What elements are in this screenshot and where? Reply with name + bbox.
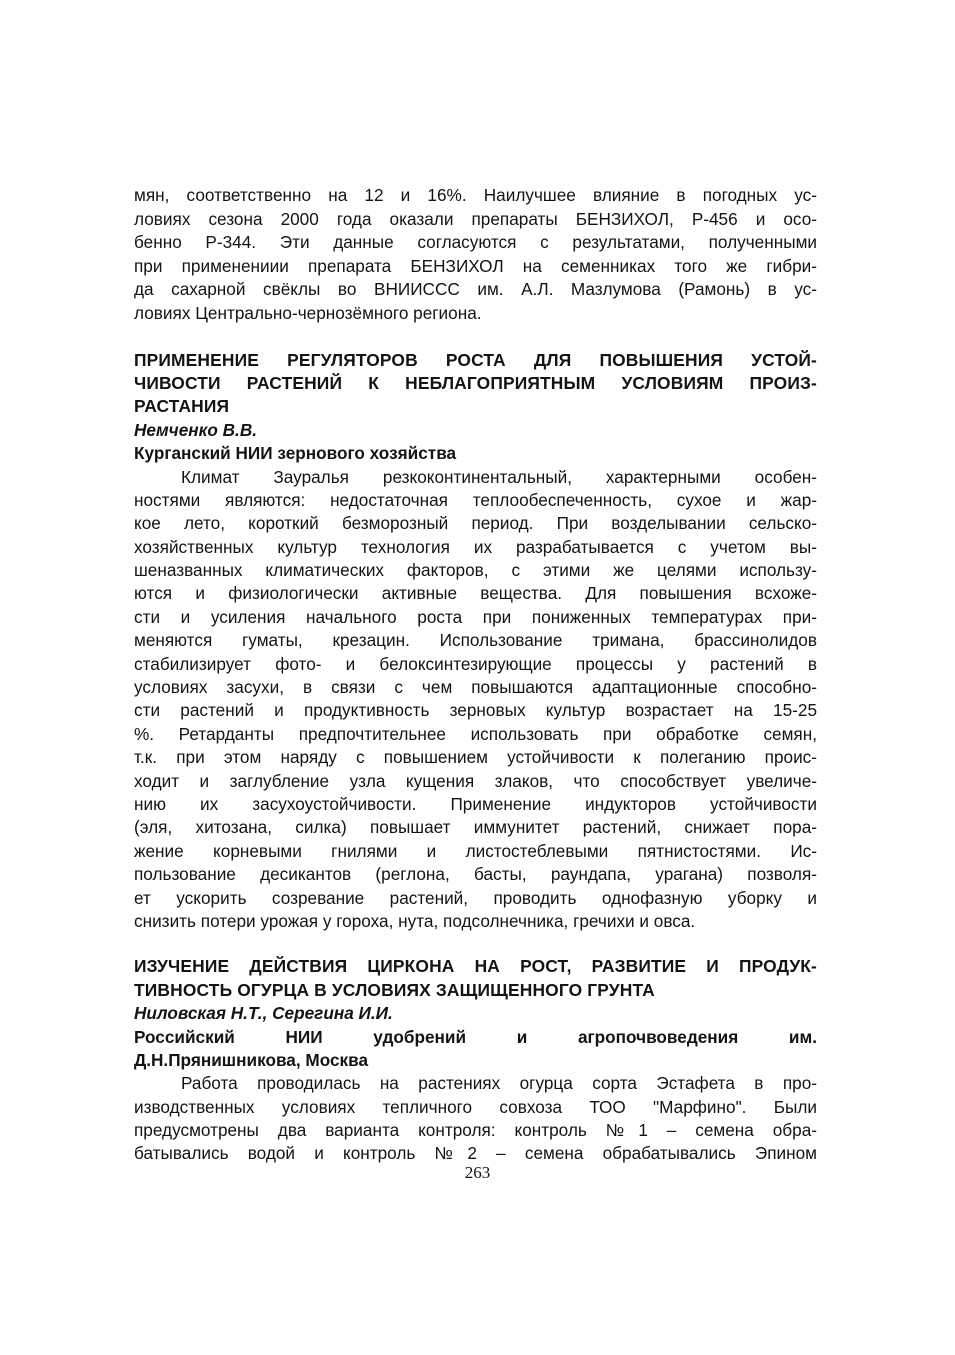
text-line: Климат Зауралья резкоконтинентальный, характерными особен- [181, 466, 817, 487]
title-line: ИЗУЧЕНИЕ ДЕЙСТВИЯ ЦИРКОНА НА РОСТ, РАЗВИТИЕ И ПРОДУК- [134, 956, 817, 977]
text-line: ходит и заглубление узла кущения злаков, что способствует увеличе- [134, 770, 817, 791]
text-line: мян, соответственно на 12 и 16%. Наилучшее влияние в погодных ус- [134, 185, 817, 205]
page-number: 263 [464, 1163, 491, 1182]
article-affiliation: Курганский НИИ зернового хозяйства [134, 443, 457, 464]
text-line: хозяйственных культур технология их разрабатывается с учетом вы- [134, 536, 817, 557]
text-line: стабилизирует фото- и белоксинтезирующие процессы у растений в [134, 653, 817, 674]
article-affiliation: Российский НИИ удобрений и агропочвоведения им. [134, 1026, 817, 1047]
text-line: нию их засухоустойчивости. Применение индукторов устойчивости [134, 793, 817, 814]
title-line: ЧИВОСТИ РАСТЕНИЙ К НЕБЛАГОПРИЯТНЫМ УСЛОВИЯМ ПРОИЗ- [134, 372, 817, 393]
text-line: жение корневыми гнилями и листостеблевыми пятнистостями. Ис- [134, 840, 817, 861]
title-line: ПРИМЕНЕНИЕ РЕГУЛЯТОРОВ РОСТА ДЛЯ ПОВЫШЕНИЯ УСТОЙ- [134, 349, 817, 370]
article-body [134, 1072, 817, 1166]
text-line: т.к. при этом наряду с повышением устойчивости к полеганию проис- [134, 747, 817, 768]
text-line: батывались водой и контроль №2 – семена обрабатывались Эпином [134, 1143, 817, 1164]
text-line: кое лето, короткий безморозный период. При возделывании сельско- [134, 513, 817, 534]
text-line: предусмотрены два варианта контроля: контроль №1 – семена обра- [134, 1120, 817, 1141]
text-column [134, 184, 817, 1166]
article-body [134, 466, 817, 934]
text-line: (эля, хитозана, силка) повышает иммунитет растений, снижает пора- [134, 817, 817, 838]
text-line: условиях засухи, в связи с чем повышаются адаптационные способно- [134, 677, 817, 698]
text-line: да сахарной свёклы во ВНИИССС им. А.Л. Мазлумова (Рамонь) в ус- [134, 279, 817, 300]
article-title [134, 349, 817, 419]
text-line: при применениии препарата БЕНЗИХОЛ на семенниках того же гибри- [134, 255, 817, 276]
text-line: ет ускорить созревание растений, проводить однофазную уборку и [134, 887, 817, 908]
text-line: шеназванных климатических факторов, с этими же целями использу- [134, 560, 817, 581]
section-gap [134, 326, 817, 349]
article-author: Ниловская Н.Т., Серегина И.И. [134, 1003, 393, 1024]
text-line: пользование десикантов (реглона, басты, раундапа, урагана) позволя- [134, 864, 817, 885]
text-line: снизить потери урожая у гороха, нута, подсолнечника, гречихи и овса. [134, 910, 696, 931]
article-author: Немченко В.В. [134, 419, 258, 440]
text-line: бенно Р-344. Эти данные согласуются с результатами, полученными [134, 232, 817, 253]
text-line: ловиях сезона 2000 года оказали препараты БЕНЗИХОЛ, Р-456 и осо- [134, 208, 817, 229]
text-line: сти растений и продуктивность зерновых культур возрастает на 15-25 [134, 700, 817, 721]
article-title [134, 955, 817, 1002]
title-line: РАСТАНИЯ [134, 396, 230, 417]
text-line: ностями являются: недостаточная теплообеспеченность, сухое и жар- [134, 489, 817, 510]
text-line: ются и физиологически активные вещества. Для повышения всхоже- [134, 583, 817, 604]
text-line: сти и усиления начального роста при пониженных температурах при- [134, 606, 817, 627]
title-line: ТИВНОСТЬ ОГУРЦА В УСЛОВИЯХ ЗАЩИЩЕННОГО ГРУНТА [134, 979, 655, 1000]
text-line: Работа проводилась на растениях огурца сорта Эстафета в про- [181, 1073, 817, 1094]
article-section [134, 349, 817, 934]
article-section [134, 955, 817, 1166]
text-line: изводственных условиях тепличного совхоза ТОО "Марфино". Были [134, 1096, 817, 1117]
section-gap [134, 933, 817, 955]
text-line: %. Ретарданты предпочтительнее использовать при обработке семян, [134, 723, 817, 744]
text-line: ловиях Центрально-чернозёмного региона. [134, 302, 482, 323]
text-line: меняются гуматы, крезацин. Использование тримана, брассинолидов [134, 630, 817, 651]
article-affiliation: Д.Н.Прянишникова, Москва [134, 1049, 369, 1070]
intro-paragraph [134, 184, 817, 326]
